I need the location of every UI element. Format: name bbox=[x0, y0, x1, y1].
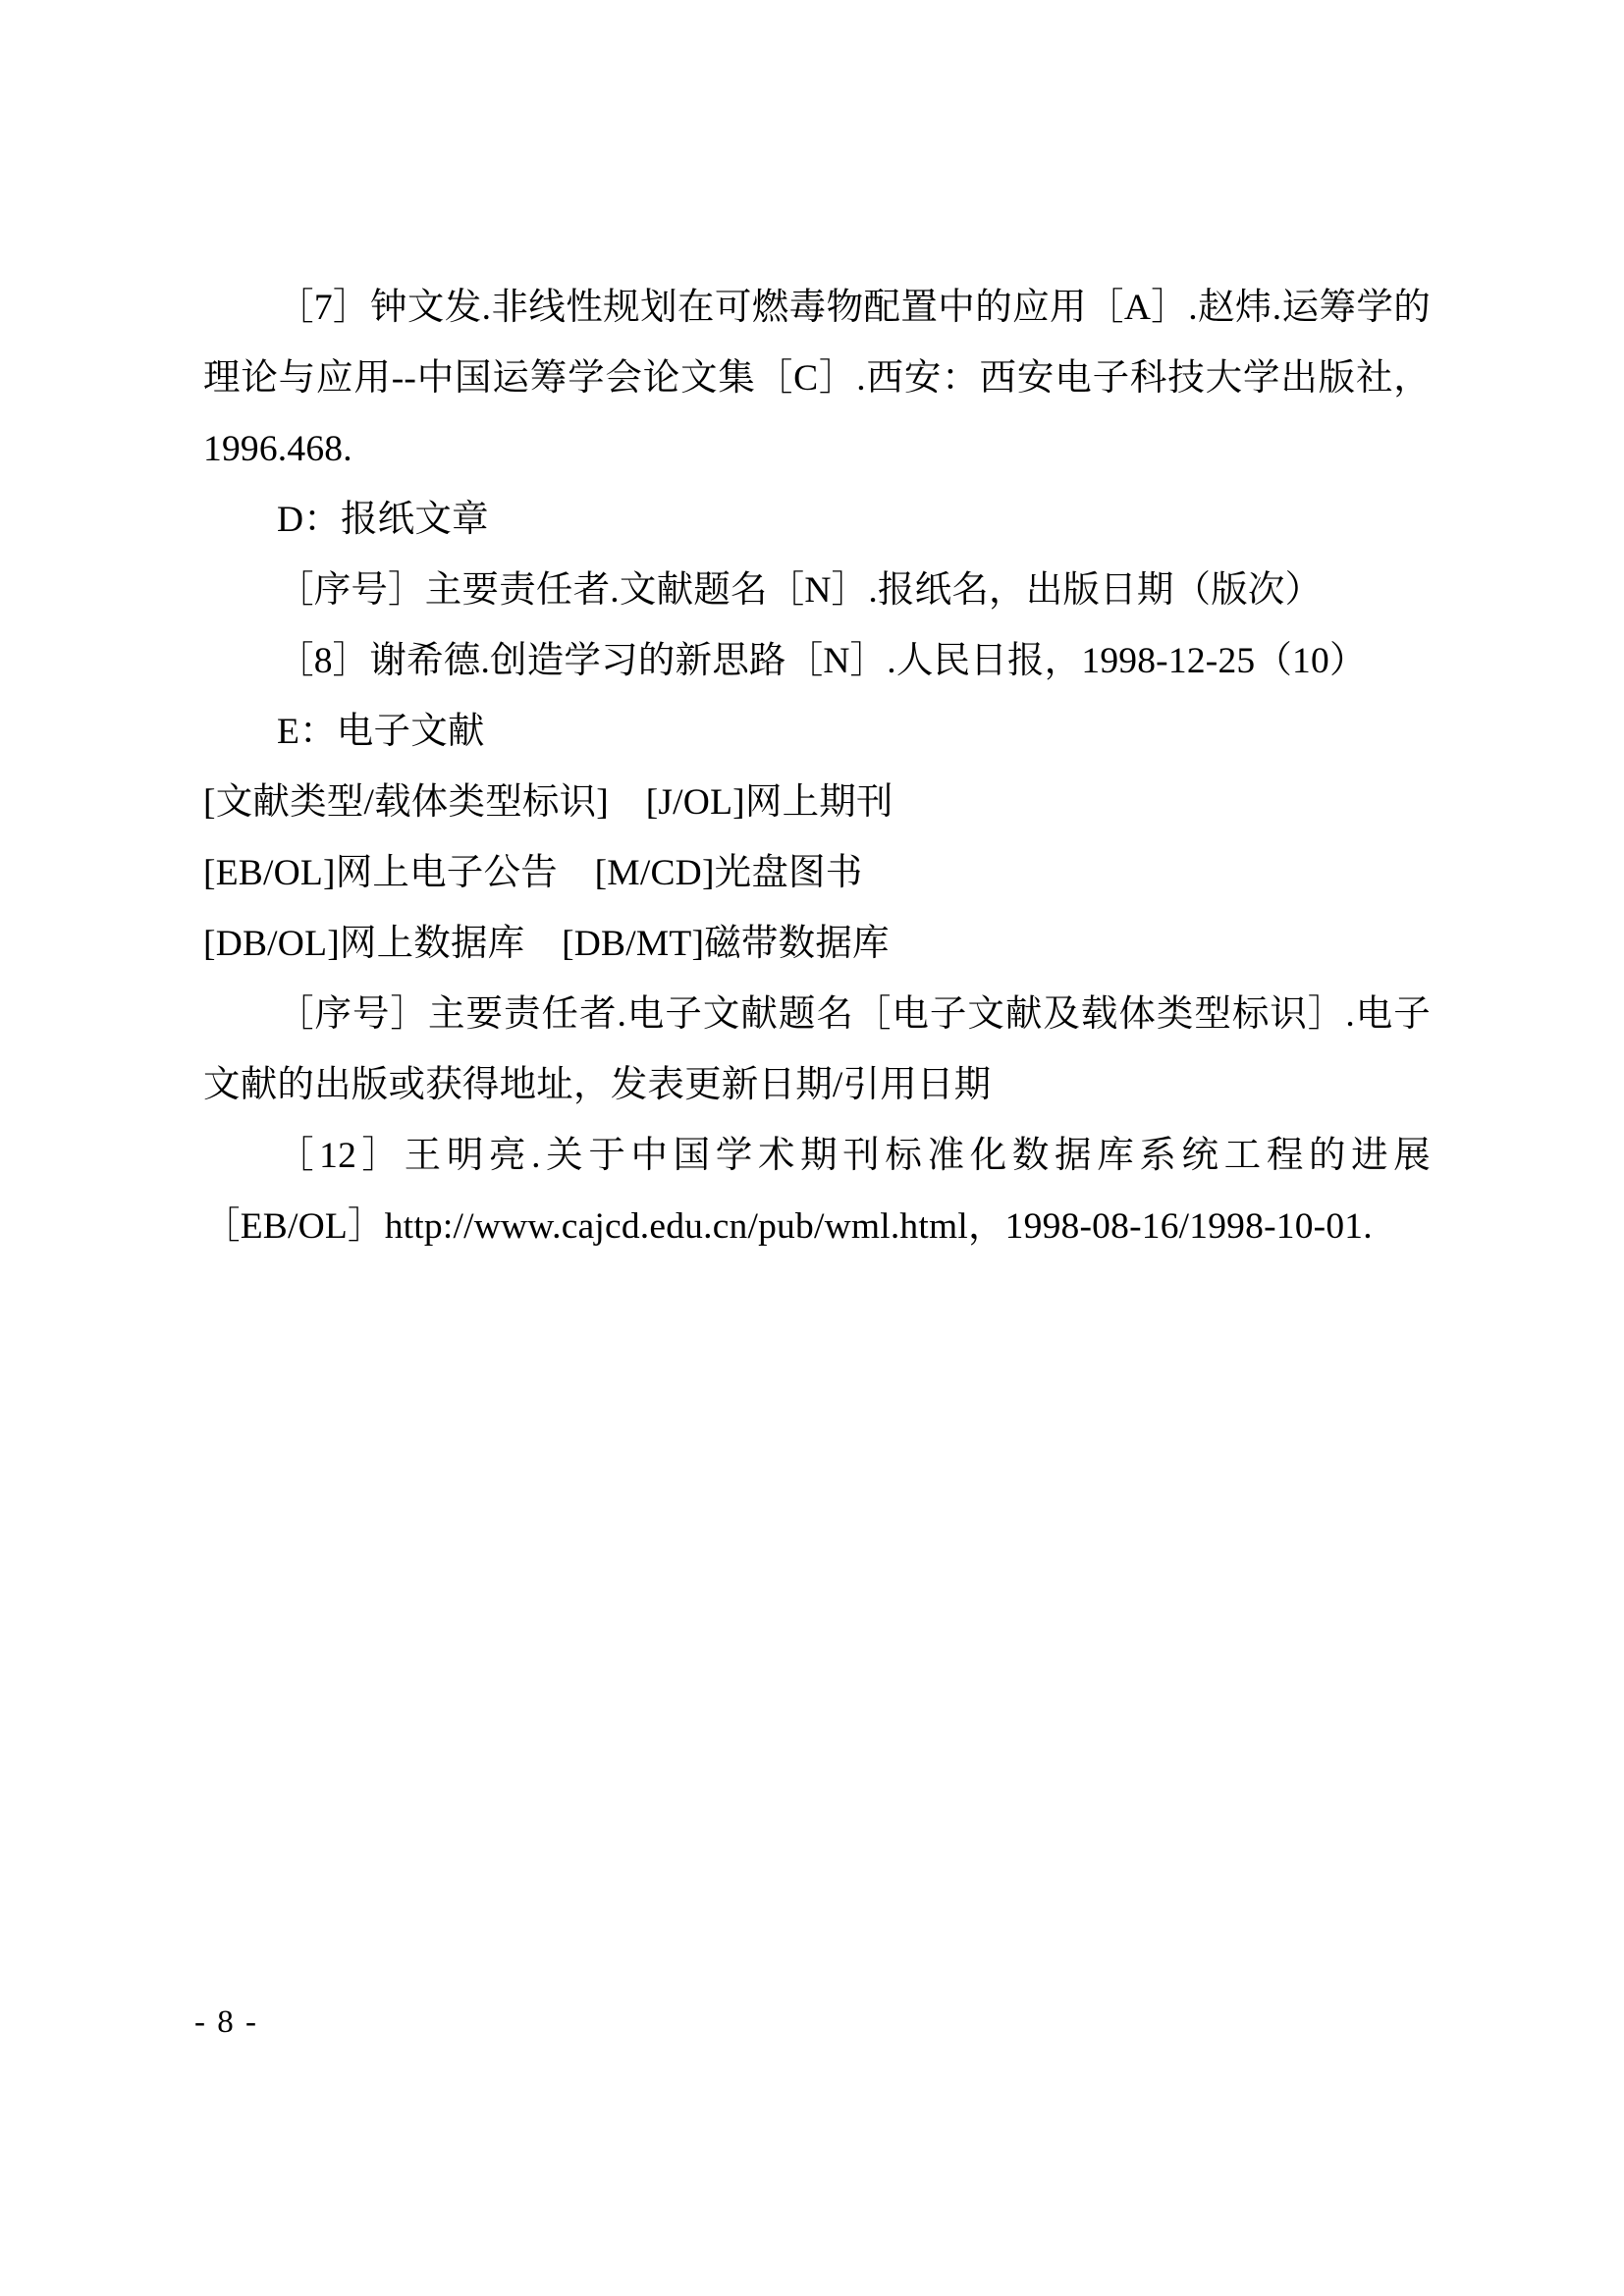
document-body bbox=[203, 273, 1431, 1262]
electronic-citation-format: ［序号］主要责任者.电子文献题名［电子文献及载体类型标识］.电子文献的出版或获得地址，发表更新日期/引用日期 bbox=[203, 994, 1431, 1105]
newspaper-citation-format: ［序号］主要责任者.文献题名［N］.报纸名，出版日期（版次） bbox=[277, 570, 1323, 611]
reference-entry-12: ［12］王明亮.关于中国学术期刊标准化数据库系统工程的进展［EB/OL］http://www.cajcd.edu.cn/pub/wml.html，1998-08-16/1998-10-01. bbox=[203, 1136, 1431, 1247]
reference-entry-8: ［8］谢希德.创造学习的新思路［N］.人民日报，1998-12-25（10） bbox=[277, 641, 1367, 681]
page-number: - 8 - bbox=[194, 2004, 258, 2040]
document-type-line-2: [EB/OL]网上电子公告 [M/CD]光盘图书 bbox=[203, 853, 863, 893]
section-heading-d: D：报纸文章 bbox=[277, 500, 489, 540]
document-type-line-3: [DB/OL]网上数据库 [DB/MT]磁带数据库 bbox=[203, 924, 890, 964]
section-heading-e: E：电子文献 bbox=[277, 712, 485, 752]
document-type-line-1: [文献类型/载体类型标识] [J/OL]网上期刊 bbox=[203, 782, 893, 823]
reference-entry-7: ［7］钟文发.非线性规划在可燃毒物配置中的应用［A］.赵炜.运筹学的理论与应用--中国运筹学会论文集［C］.西安：西安电子科技大学出版社，1996.468. bbox=[203, 288, 1431, 469]
